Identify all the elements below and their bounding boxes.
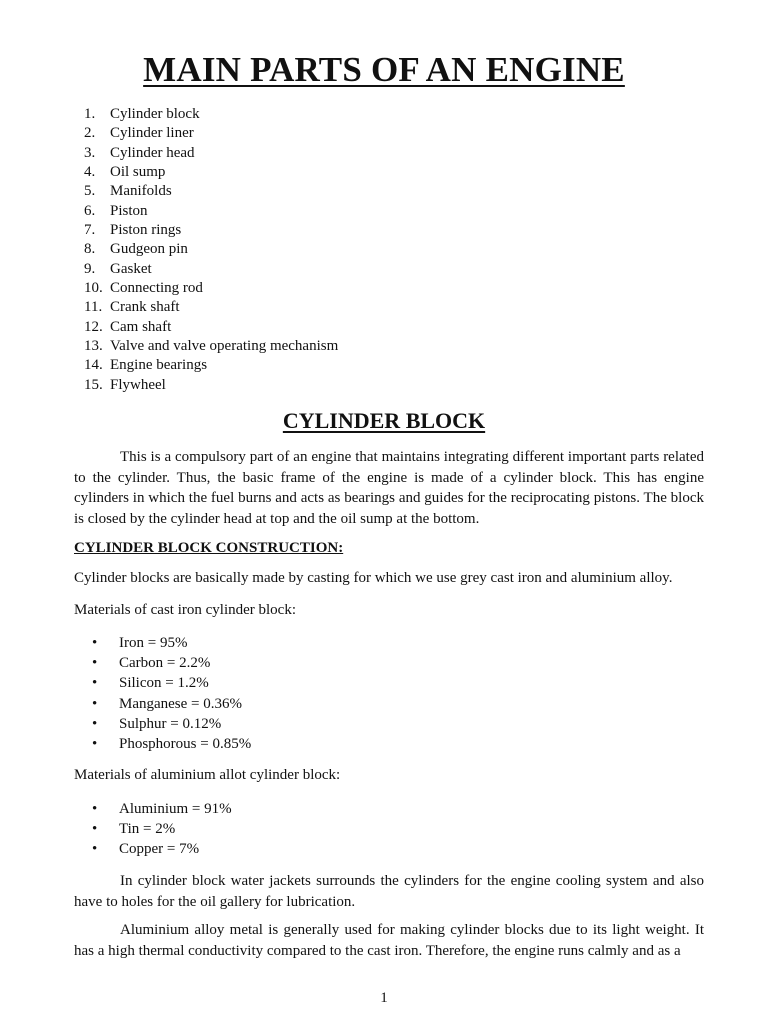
page-number: 1: [380, 990, 388, 1006]
list-item: [84, 240, 338, 259]
list-item: [92, 799, 232, 819]
construction-text: Cylinder blocks are basically made by casting for which we use grey cast iron and aluminium alloy.: [74, 570, 673, 586]
bullet-icon: •: [92, 736, 98, 753]
list-number: 15.: [84, 376, 103, 393]
list-item: [92, 839, 232, 859]
list-item: [84, 318, 338, 337]
list-item: [84, 221, 338, 240]
aluminium-label: Materials of aluminium allot cylinder block:: [74, 767, 341, 783]
bullet-icon: •: [92, 655, 98, 672]
list-item-text: Copper = 7%: [119, 841, 200, 858]
list-item: [84, 279, 338, 298]
list-item-text: Valve and valve operating mechanism: [110, 338, 339, 355]
alloy-paragraph: Aluminium alloy metal is generally used for making cylinder blocks due to its light weight. It has a high thermal conductivity compared to the cast iron. Therefore, the engine runs calmly and as a: [74, 922, 704, 959]
list-number: 14.: [84, 357, 103, 374]
list-item-text: Cylinder liner: [110, 125, 194, 142]
list-number: 1.: [84, 106, 96, 122]
list-item-text: Sulphur = 0.12%: [119, 715, 222, 732]
list-item-text: Cylinder head: [110, 144, 195, 161]
construction-subheading: CYLINDER BLOCK CONSTRUCTION:: [74, 540, 344, 556]
list-number: 4.: [84, 164, 96, 181]
list-item-text: Cylinder block: [110, 106, 200, 122]
list-item: [84, 124, 338, 143]
list-number: 3.: [84, 144, 96, 161]
list-item-text: Gudgeon pin: [110, 241, 188, 258]
list-item-text: Piston rings: [110, 222, 182, 239]
list-number: 8.: [84, 241, 96, 258]
bullet-icon: •: [92, 695, 98, 712]
list-number: 5.: [84, 183, 96, 200]
list-number: 10.: [84, 280, 103, 297]
list-number: 12.: [84, 318, 103, 335]
list-item: [92, 653, 251, 673]
list-item-text: Tin = 2%: [119, 821, 176, 838]
bullet-icon: •: [92, 675, 98, 692]
list-item: [84, 376, 338, 395]
list-item-text: Silicon = 1.2%: [119, 675, 209, 692]
list-item-text: Engine bearings: [110, 357, 208, 374]
list-number: 7.: [84, 222, 96, 239]
list-item: [84, 356, 338, 375]
engine-parts-list: [84, 105, 338, 395]
cast-iron-label: Materials of cast iron cylinder block:: [74, 602, 297, 618]
list-item: [92, 694, 251, 714]
list-item-text: Crank shaft: [110, 299, 180, 316]
list-item-text: Gasket: [110, 260, 152, 277]
intro-paragraph: This is a compulsory part of an engine that maintains integrating different important parts related to the cylinder. Thus, the basic frame of the engine is made of a cylinder block. This has engine cylinders in which the fuel burns and acts as bearings and guides for the reciprocating pistons. The block is closed by the cylinder head at top and the oil sump at the bottom.: [74, 449, 704, 527]
list-item: [92, 819, 232, 839]
bullet-icon: •: [92, 715, 98, 732]
list-item: [84, 105, 338, 124]
list-item-text: Phosphorous = 0.85%: [119, 736, 252, 753]
list-item-text: Aluminium = 91%: [119, 801, 232, 817]
list-item: [92, 714, 251, 734]
list-item: [84, 182, 338, 201]
page-title: MAIN PARTS OF AN ENGINE: [143, 50, 625, 89]
bullet-icon: •: [92, 821, 98, 838]
list-item-text: Flywheel: [110, 376, 166, 393]
list-item-text: Connecting rod: [110, 280, 203, 297]
list-item: [84, 298, 338, 317]
list-item: [84, 202, 338, 221]
list-item: [92, 673, 251, 693]
list-item: [92, 734, 251, 754]
bullet-icon: •: [92, 801, 98, 817]
list-item-text: Piston: [110, 202, 148, 219]
list-item: [84, 337, 338, 356]
list-number: 9.: [84, 260, 96, 277]
water-jacket-paragraph: In cylinder block water jackets surrounds the cylinders for the engine cooling system and also have to holes for the oil gallery for lubrication.: [74, 873, 704, 910]
section-heading: CYLINDER BLOCK: [282, 408, 486, 433]
list-item-text: Cam shaft: [110, 318, 172, 335]
list-number: 13.: [84, 338, 103, 355]
list-item-text: Manganese = 0.36%: [119, 695, 243, 712]
bullet-icon: •: [92, 635, 98, 651]
list-number: 11.: [84, 299, 103, 316]
list-item: [92, 633, 251, 653]
bullet-icon: •: [92, 841, 98, 858]
list-number: 2.: [84, 125, 96, 142]
list-item-text: Iron = 95%: [119, 635, 188, 651]
list-item-text: Carbon = 2.2%: [119, 655, 211, 672]
list-number: 6.: [84, 202, 96, 219]
cast-iron-materials-list: [92, 633, 251, 754]
aluminium-materials-list: [92, 799, 232, 860]
list-item-text: Manifolds: [110, 183, 172, 200]
list-item: [84, 163, 338, 182]
list-item: [84, 260, 338, 279]
list-item-text: Oil sump: [110, 164, 166, 181]
list-item: [84, 144, 338, 163]
